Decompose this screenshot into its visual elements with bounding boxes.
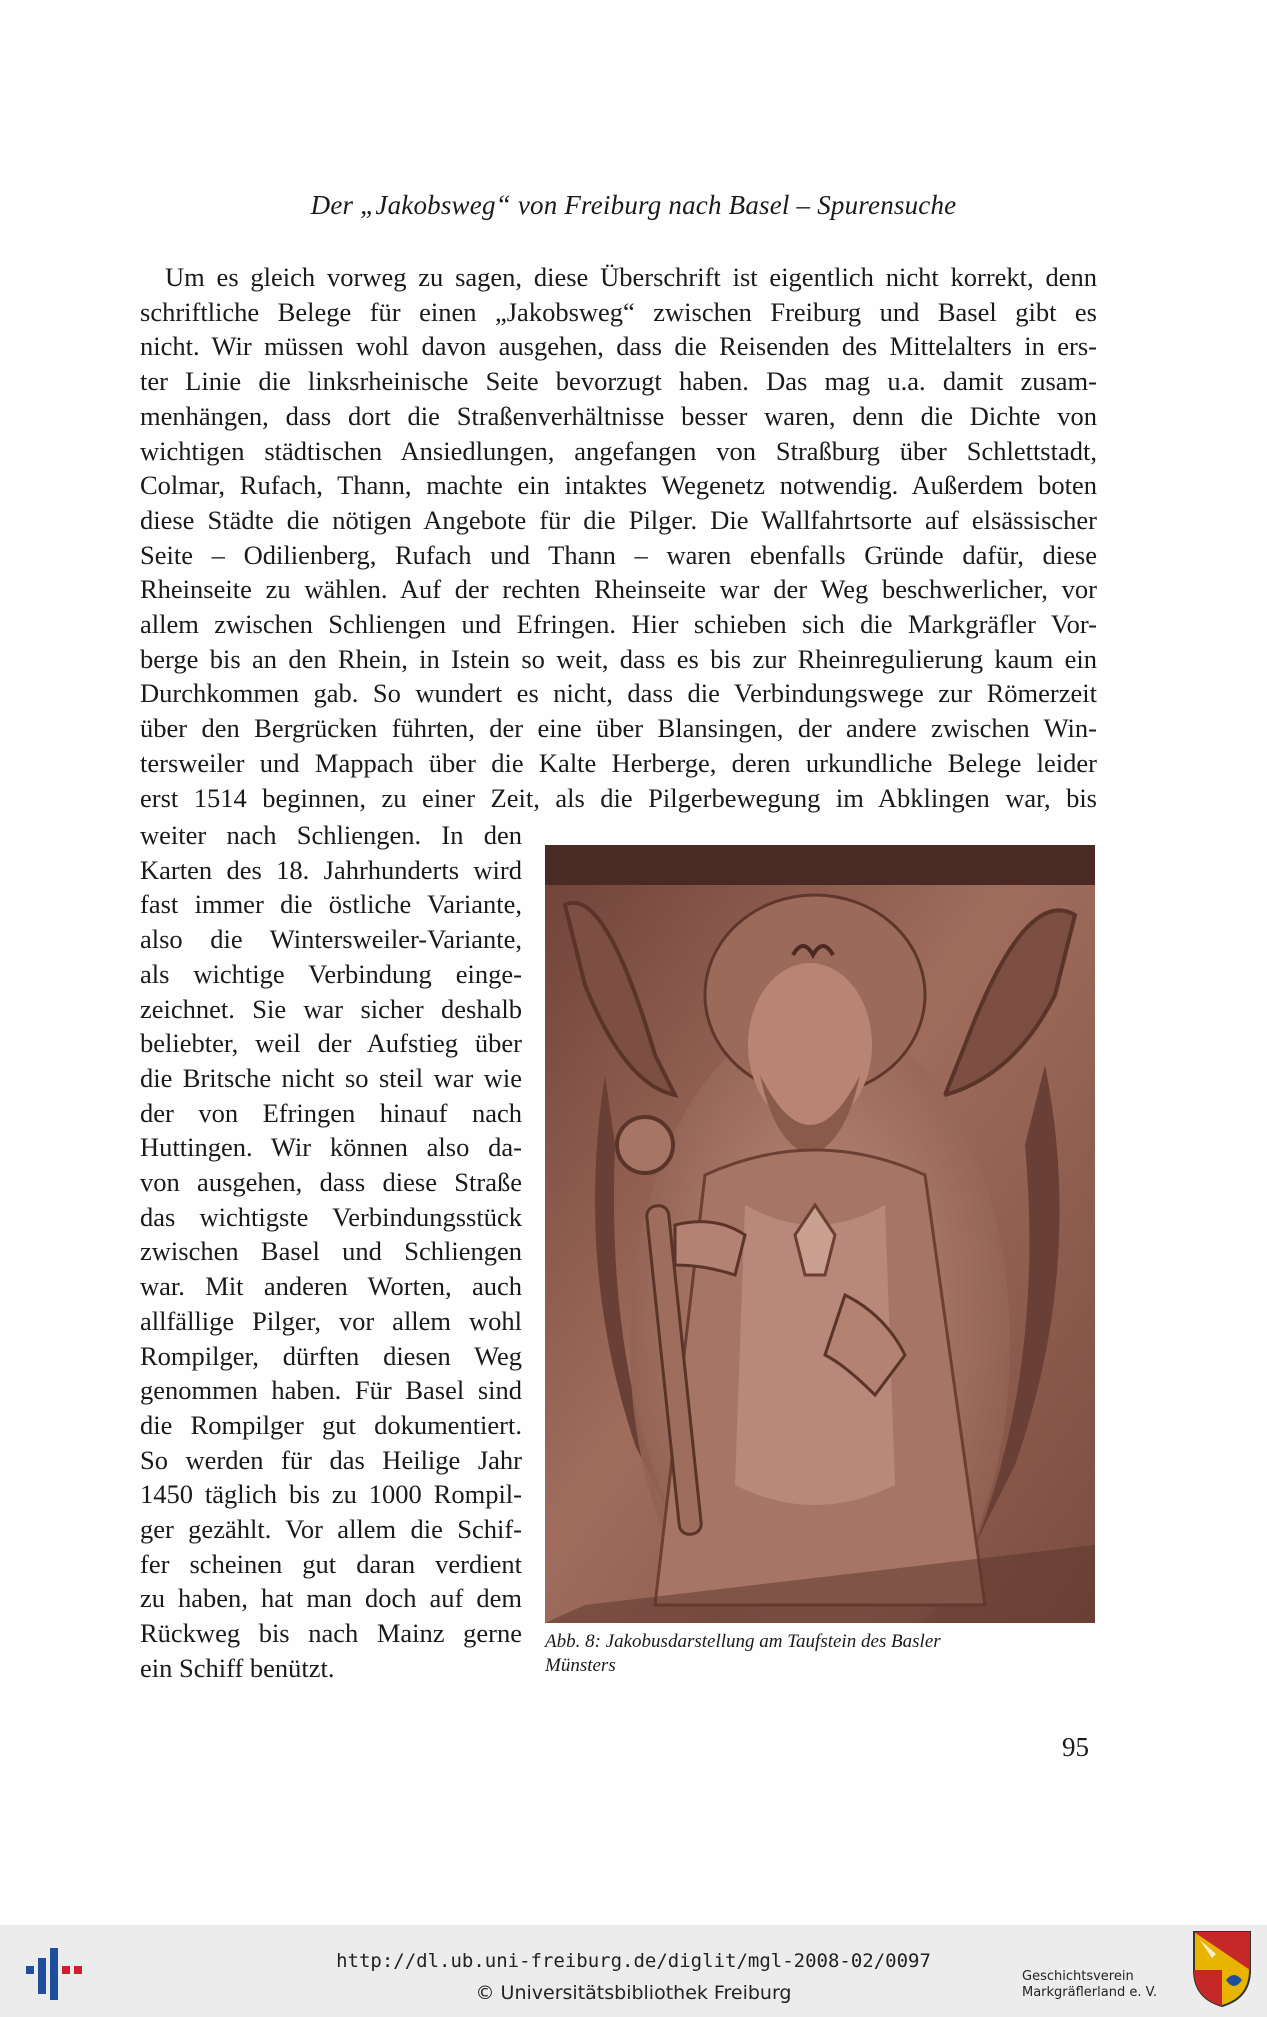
text-line: tersweiler und Mappach über die Kalte Herberge, deren urkundliche Belege leider: [140, 747, 1097, 778]
text-line: von ausgehen, dass diese Straße: [140, 1167, 522, 1197]
text-line: der von Efringen hinauf nach: [140, 1097, 522, 1128]
figure-caption: [545, 1630, 1095, 1678]
text-line: ter Linie die linksrheinische Seite bevorzugt haben. Das mag u.a. damit zusam-: [140, 366, 1097, 397]
text-line: Karten des 18. Jahrhunderts wird: [140, 854, 522, 885]
text-line: nicht. Wir müssen wohl davon ausgehen, dass die Reisenden des Mittelalters in ers-: [140, 331, 1097, 362]
text-line: Durchkommen gab. So wundert es nicht, dass die Verbindungswege zur Römerzeit: [140, 678, 1097, 709]
text-line: zwischen Basel und Schliengen: [140, 1236, 522, 1267]
text-line: ein Schiff benützt.: [140, 1652, 335, 1683]
figure-image-saint-james-relief: [545, 845, 1095, 1623]
text-line: genommen haben. Für Basel sind: [140, 1375, 522, 1406]
text-line: 1450 täglich bis zu 1000 Rompil-: [140, 1479, 522, 1510]
text-line: war. Mit anderen Worten, auch: [140, 1271, 522, 1302]
text-line: allfällige Pilger, vor allem wohl: [140, 1305, 522, 1336]
text-line: wichtigen städtischen Ansiedlungen, angefangen von Straßburg über Schlettstadt,: [140, 435, 1097, 466]
text-line: über den Bergrücken führten, der eine über Blansingen, der andere zwischen Win-: [140, 713, 1097, 744]
text-line: Rückweg bis nach Mainz gerne: [140, 1618, 522, 1649]
text-line: Rompilger, dürften diesen Weg: [140, 1340, 522, 1371]
society-name: [1022, 1969, 1157, 2001]
text-line: erst 1514 beginnen, zu einer Zeit, als die Pilgerbewegung im Abklingen war, bis: [140, 782, 1097, 813]
society-crest-icon: [1192, 1930, 1252, 2008]
text-line: allem zwischen Schliengen und Efringen. Hier schieben sich die Markgräfler Vor-: [140, 609, 1097, 639]
society-line: Geschichtsverein: [1022, 1969, 1134, 1984]
caption-line: Abb. 8: Jakobusdarstellung am Taufstein des Basler: [545, 1631, 941, 1652]
text-line: die Britsche nicht so steil war wie: [140, 1062, 522, 1093]
caption-line: Münsters: [545, 1655, 616, 1676]
copyright-notice: © Universitätsbibliothek Freiburg: [475, 1982, 792, 2004]
text-line: Huttingen. Wir können also da-: [140, 1132, 522, 1163]
relief-photo: [545, 845, 1095, 1623]
text-line: fer scheinen gut daran verdient: [140, 1548, 522, 1579]
text-line: ger gezählt. Vor allem die Schif-: [140, 1514, 522, 1544]
text-line: beliebter, weil der Aufstieg über: [140, 1028, 522, 1059]
text-line: So werden für das Heilige Jahr: [140, 1444, 522, 1475]
text-line: das wichtigste Verbindungsstück: [140, 1201, 522, 1232]
text-line: als wichtige Verbindung einge-: [140, 958, 522, 989]
page-number: 95: [1062, 1732, 1089, 1762]
text-line: fast immer die östliche Variante,: [140, 889, 522, 920]
permalink-url[interactable]: http://dl.ub.uni-freiburg.de/diglit/mgl-2008-02/0097: [336, 1950, 931, 1972]
text-line: Um es gleich vorweg zu sagen, diese Überschrift ist eigentlich nicht korrekt, denn: [165, 262, 1097, 292]
text-line: also die Wintersweiler-Variante,: [140, 924, 522, 955]
text-line: Colmar, Rufach, Thann, machte ein intaktes Wegenetz notwendig. Außerdem boten: [140, 470, 1097, 501]
text-line: berge bis an den Rhein, in Istein so weit, dass es bis zur Rheinregulierung kaum ein: [140, 643, 1097, 674]
text-line: Seite – Odilienberg, Rufach und Thann – waren ebenfalls Gründe dafür, diese: [140, 539, 1097, 570]
text-line: weiter nach Schliengen. In den: [140, 820, 522, 850]
running-title: Der „Jakobsweg“ von Freiburg nach Basel – Spurensuche: [310, 190, 957, 220]
text-line: zu haben, hat man doch auf dem: [140, 1583, 522, 1614]
text-line: diese Städte die nötigen Angebote für die Pilger. Die Wallfahrtsorte auf elsässischer: [140, 504, 1097, 535]
text-line: Rheinseite zu wählen. Auf der rechten Rheinseite war der Weg beschwerlicher, vor: [140, 574, 1097, 605]
text-line: schriftliche Belege für einen „Jakobsweg“ zwischen Freiburg und Basel gibt es: [140, 296, 1097, 327]
society-line: Markgräflerland e. V.: [1022, 1985, 1157, 2000]
text-line: zeichnet. Sie war sicher deshalb: [140, 993, 522, 1024]
text-line: die Rompilger gut dokumentiert.: [140, 1409, 522, 1440]
text-line: menhängen, dass dort die Straßenverhältnisse besser waren, denn die Dichte von: [140, 400, 1097, 431]
